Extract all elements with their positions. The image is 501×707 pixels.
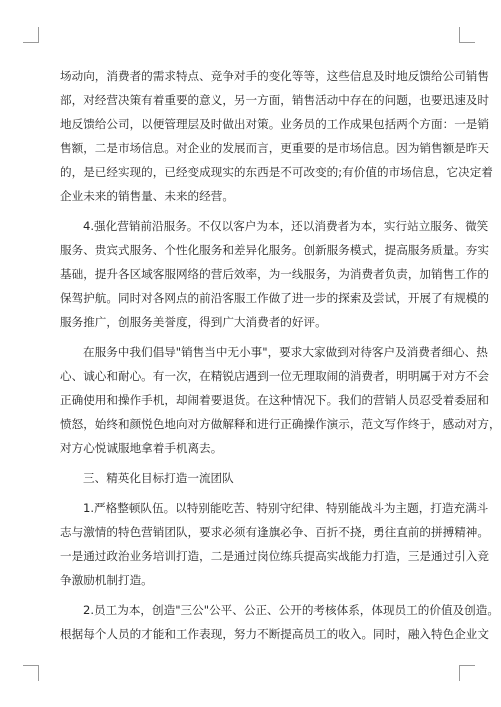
text-line: 愤怒，始终和颜悦色地向对方做解释和进行正确操作演示，范文写作终于，感动对方， — [60, 417, 501, 431]
text-line: 地反馈给公司，以便管理层及时做出对策。业务员的工作成果包括两个方面：一是销 — [60, 117, 489, 131]
section-heading: 三、精英化目标打造一流团队 — [83, 471, 234, 485]
text-line: 志与激情的特色营销团队，要求必须有逢旗必争、百折不挠，勇往直前的拼搏精神。 — [60, 525, 489, 539]
text-line: 对方心悦诚服地拿着手机离去。 — [60, 441, 223, 455]
paragraph-heading: 2.员工为本，创造"三公"公平、公正、公开的考核体系，体现员工的价值及创造。 — [83, 603, 499, 617]
text-line: 场动向，消费者的需求特点、竞争对手的变化等等，这些信息及时地反馈给公司销售 — [60, 69, 489, 83]
document-body — [60, 64, 501, 646]
text-line: 正确使用和操作手机，却闹着要退货。在这种情况下。我们的营销人员忍受着委屈和 — [60, 393, 489, 407]
text-line: 服务推广，创服务美誉度，得到广大消费者的好评。 — [60, 315, 327, 329]
paragraph-start: 在服务中我们倡导"销售当中无小事"，要求大家做到对待客户及消费者细心、热 — [83, 345, 488, 359]
text-line: 售额，二是市场信息。对企业的发展而言，更重要的是市场信息。因为销售额是昨天 — [60, 141, 489, 155]
crop-mark-top-right — [459, 27, 475, 43]
text-line: 一是通过政治业务培训打造，二是通过岗位练兵提高实战能力打造，三是通过引入竞 — [60, 549, 489, 563]
crop-mark-bottom-right — [459, 665, 475, 681]
text-line: 保驾护航。同时对各网点的前沿客服工作做了进一步的探索及尝试，开展了有规模的 — [60, 291, 489, 305]
crop-mark-bottom-left — [23, 665, 39, 681]
text-line: 企业未来的销售量、未来的经营。 — [60, 189, 234, 203]
crop-mark-top-left — [23, 27, 39, 43]
paragraph-heading: 1.严格整顿队伍。以特别能吃苦、特别守纪律、特别能战斗为主题，打造充满斗 — [83, 501, 489, 515]
text-line: 争激励机制打造。 — [60, 573, 153, 587]
text-line: 根据每个人员的才能和工作表现，努力不断提高员工的收入。同时，融入特色企业文 — [60, 627, 489, 641]
text-line: 的，是已经实现的，已经变成现实的东西是不可改变的;有价值的市场信息，它决定着 — [60, 165, 493, 179]
paragraph-heading: 4.强化营销前沿服务。不仅以客户为本，还以消费者为本，实行站立服务、微笑 — [83, 219, 489, 233]
text-line: 基础，提升各区域客服网络的营后效率，为一线服务，为消费者负责，加销售工作的 — [60, 267, 489, 281]
text-line: 服务、贵宾式服务、个性化服务和差异化服务。创新服务模式，提高服务质量。夯实 — [60, 243, 489, 257]
text-line: 心、诚心和耐心。有一次，在精锐店遇到一位无理取闹的消费者，明明属于对方不会 — [60, 369, 489, 383]
text-line: 部，对经营决策有着重要的意义，另一方面，销售活动中存在的问题，也要迅速及时 — [60, 93, 489, 107]
